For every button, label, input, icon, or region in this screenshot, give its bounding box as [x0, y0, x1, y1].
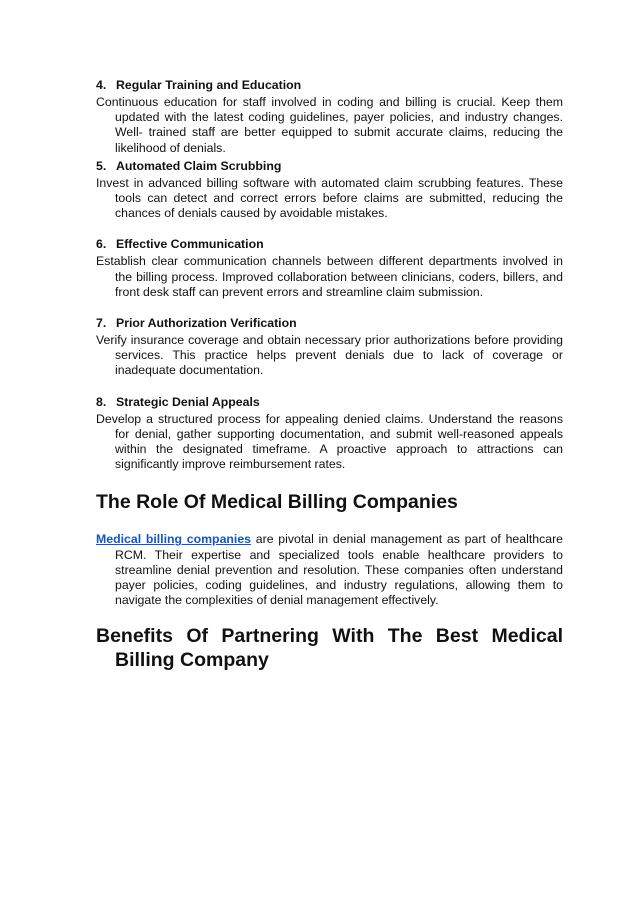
section-8-title: Strategic Denial Appeals: [116, 394, 260, 409]
role-body-text: are pivotal in denial management as part of healthcare RCM. Their expertise and specialized tools enable healthcare providers to streamline denial prevention and resolution. These companies often understand payer policies, coding guidelines, and industry regulations, allowing them to navigate the complexities of denial management effectively.: [115, 532, 563, 608]
section-5-body: Invest in advanced billing software with automated claim scrubbing features. These tools can detect and correct errors before claims are submitted, reducing the chances of denials caused by avoidable mistakes.: [96, 175, 563, 221]
section-8-heading: [96, 394, 563, 410]
role-heading: The Role Of Medical Billing Companies: [96, 491, 458, 514]
section-8-body: Develop a structured process for appealing denied claims. Understand the reasons for denial, gather supporting documentation, and submit well-reasoned appeals within the designated timeframe. A proactive approach to attractions can significantly improve reimbursement rates.: [96, 411, 563, 472]
section-6-title: Effective Communication: [116, 237, 264, 252]
role-body: [96, 532, 563, 608]
section-7-body: Verify insurance coverage and obtain necessary prior authorizations before providing services. This practice helps prevent denials due to lack of coverage or inadequate documentation.: [96, 333, 563, 378]
section-6-number: 6.: [96, 237, 107, 252]
section-4-title: Regular Training and Education: [116, 78, 302, 92]
section-4-body: Continuous education for staff involved in coding and billing is crucial. Keep them updated with the latest coding guidelines, payer policies, and industry changes. Well- trained staff are better equipped to submit accurate claims, reducing the likelihood of denials.: [96, 95, 563, 155]
section-8-number: 8.: [96, 394, 107, 409]
section-5-heading: [96, 158, 563, 174]
section-4-number: 4.: [96, 78, 107, 92]
section-5-title: Automated Claim Scrubbing: [116, 158, 282, 173]
section-5-number: 5.: [96, 158, 107, 173]
section-7-title: Prior Authorization Verification: [116, 316, 297, 331]
section-4-heading: [96, 77, 563, 93]
section-6-heading: [96, 236, 563, 252]
medical-billing-companies-link[interactable]: Medical billing companies: [96, 532, 252, 547]
benefits-heading-line2: Billing Company: [115, 649, 269, 672]
section-6-body: Establish clear communication channels between different departments involved in the billing process. Improved collaboration between clinicians, coders, billers, and front desk staff can prevent errors and streamline claim submission.: [96, 254, 563, 299]
section-7-heading: [96, 315, 563, 331]
document-body: [96, 77, 563, 672]
section-7-number: 7.: [96, 316, 107, 331]
benefits-heading: [96, 624, 563, 672]
benefits-heading-line1: Benefits Of Partnering With The Best Medical: [96, 625, 563, 648]
